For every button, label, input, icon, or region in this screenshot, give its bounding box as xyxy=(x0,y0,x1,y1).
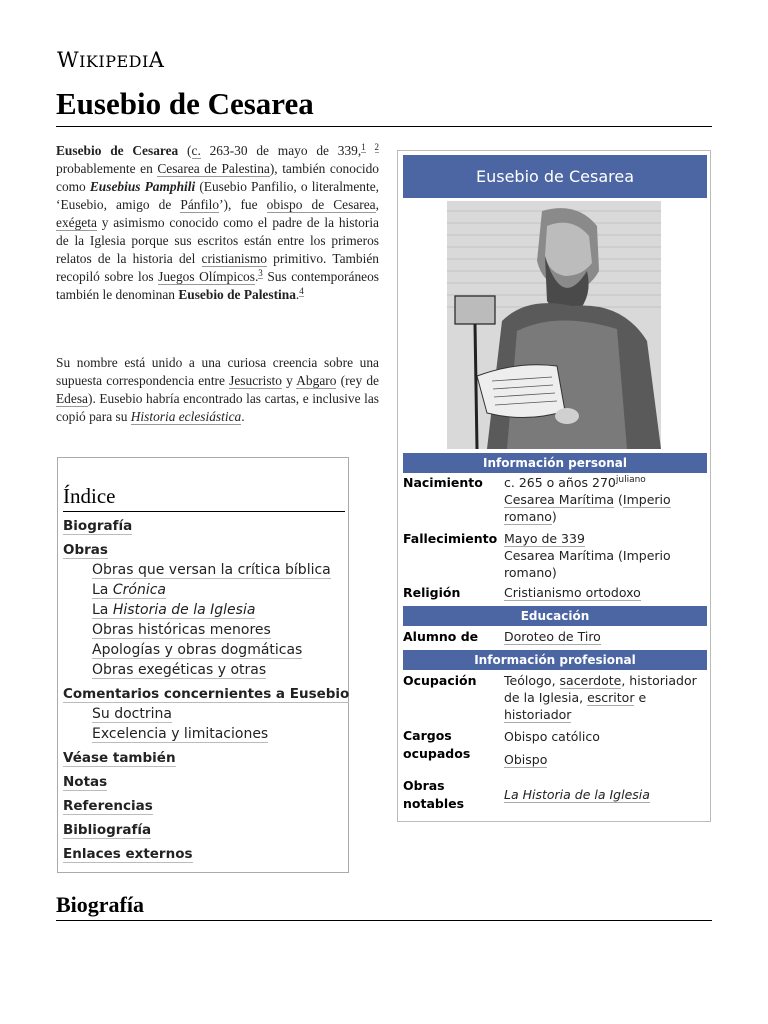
inline-link[interactable]: Juegos Olímpicos xyxy=(158,269,255,284)
text-run: 263-30 de mayo de 339, xyxy=(200,143,362,158)
toc-item[interactable] xyxy=(92,602,255,618)
toc-item[interactable] xyxy=(63,774,107,790)
obras-notables-link[interactable]: La Historia de la Iglesia xyxy=(504,787,650,802)
value-cargos-2 xyxy=(504,751,708,768)
bold-term: Eusebio de Palestina xyxy=(178,287,296,302)
section-educacion: Educación xyxy=(403,606,707,626)
toc-item[interactable] xyxy=(92,662,266,678)
label-ocupacion: Ocupación xyxy=(403,673,477,688)
text-run: y asimismo conocido como el padre de la historia de la Iglesia porque sus escritos están entre los primeros relatos de la historia del xyxy=(56,215,379,266)
text-run: . xyxy=(254,269,259,284)
toc-item[interactable] xyxy=(92,582,166,598)
portrait-image[interactable] xyxy=(447,201,661,449)
death-place: Cesarea Marítima (Imperio romano) xyxy=(504,548,671,580)
toc-item[interactable] xyxy=(63,518,132,534)
toc-item-label: Enlaces externos xyxy=(63,846,193,862)
toc-divider xyxy=(63,511,345,512)
inline-link[interactable]: cristianismo xyxy=(201,251,267,266)
toc-item[interactable] xyxy=(63,822,151,838)
text-run: ’), fue xyxy=(219,197,267,212)
label-cargos-ocupados: Cargos ocupados xyxy=(403,728,471,761)
bold-term: Eusebio de Cesarea xyxy=(56,143,179,158)
text-run: Su nombre está unido a una curiosa creencia sobre una supuesta correspondencia entre xyxy=(56,355,379,388)
toc-item[interactable] xyxy=(63,798,153,814)
inline-link[interactable]: c. xyxy=(191,143,201,158)
text-run: Sus contemporáneos también le denominan xyxy=(56,269,379,302)
value-religion xyxy=(504,584,708,601)
toc-item[interactable] xyxy=(63,686,349,702)
occupation-sacerdote-link[interactable]: sacerdote xyxy=(559,673,622,688)
occupation-historiador-link[interactable]: historiador xyxy=(504,707,572,722)
label-obras-notables: Obras notables xyxy=(403,778,465,811)
label-nacimiento: Nacimiento xyxy=(403,475,483,490)
toc-heading: Índice xyxy=(63,484,116,508)
toc-item-label: Véase también xyxy=(63,750,176,766)
text-run: ( xyxy=(178,143,192,158)
toc-item-label: Excelencia y limitaciones xyxy=(92,726,269,742)
text-run: , xyxy=(375,197,379,212)
text-run xyxy=(366,143,375,158)
value-nacimiento: c. 265 o años $270^{juliano}$ Cesarea Marítima (Imperio romano) xyxy=(504,474,671,524)
text-run: . xyxy=(241,409,245,424)
birth-date: c. 265 o años 270 xyxy=(504,475,616,490)
text-run: . xyxy=(295,287,300,302)
toc-item-label: Comentarios concernientes a Eusebio xyxy=(63,686,350,702)
section-heading-biografia: Biografía xyxy=(56,892,144,917)
value-alumno-de xyxy=(504,628,708,645)
death-date-link[interactable]: Mayo de 339 xyxy=(504,531,585,546)
inline-link[interactable]: Abgaro xyxy=(296,373,337,388)
label-fallecimiento: Fallecimiento xyxy=(403,531,498,546)
toc-item-label: Notas xyxy=(63,774,108,790)
label-religion: Religión xyxy=(403,585,461,600)
reference-link[interactable]: 4 xyxy=(299,285,304,296)
inline-link[interactable]: Edesa xyxy=(56,391,88,406)
toc-item-label: Obras xyxy=(63,542,108,558)
toc-item-label: La Crónica xyxy=(92,582,166,598)
text-run: (rey de xyxy=(336,373,379,388)
teacher-link[interactable]: Doroteo de Tiro xyxy=(504,629,601,644)
value-obras-notables xyxy=(504,786,708,803)
toc-item[interactable] xyxy=(92,706,172,722)
text-run: y xyxy=(281,373,297,388)
religion-link[interactable]: Cristianismo ortodoxo xyxy=(504,585,641,600)
toc-item-label: Apologías y obras dogmáticas xyxy=(92,642,303,658)
bold-term: Eusebius Pamphili xyxy=(89,179,196,194)
toc-item[interactable] xyxy=(63,750,176,766)
toc-item-label: Referencias xyxy=(63,798,153,814)
toc-item-label: Su doctrina xyxy=(92,706,172,722)
text-run: primitivo. También recopiló sobre los xyxy=(56,251,379,284)
reference-link[interactable]: 3 xyxy=(258,267,263,278)
lead-paragraph-2 xyxy=(56,354,379,426)
lead-paragraph-1 xyxy=(56,142,379,304)
text-run: ). Eusebio habría encontrado las cartas, e inclusive las copió para su xyxy=(56,391,379,424)
inline-link[interactable]: Cesarea de Palestina xyxy=(157,161,270,176)
inline-link[interactable]: exégeta xyxy=(56,215,97,230)
birth-place-link[interactable]: Cesarea Marítima xyxy=(504,492,615,507)
table-of-contents xyxy=(57,457,349,873)
toc-item-label: Obras exegéticas y otras xyxy=(92,662,267,678)
inline-link[interactable]: Pánfilo xyxy=(180,197,220,212)
toc-item-label: La Historia de la Iglesia xyxy=(92,602,256,618)
toc-item[interactable] xyxy=(63,542,108,558)
toc-item[interactable] xyxy=(92,642,302,658)
title-underline xyxy=(56,126,712,127)
section-informacion-personal: Información personal xyxy=(403,453,707,473)
inline-link[interactable]: obispo de Cesarea xyxy=(266,197,376,212)
page-title: Eusebio de Cesarea xyxy=(56,86,314,121)
text-run: ), también conocido como xyxy=(56,161,379,194)
toc-item[interactable] xyxy=(63,846,193,862)
reference-link[interactable]: 2 xyxy=(374,141,380,152)
wikipedia-wordmark[interactable]: WIKIPEDIA xyxy=(57,48,165,72)
toc-item[interactable] xyxy=(92,562,331,578)
birth-date-calendar-note: juliano xyxy=(615,474,646,485)
text-run: probablemente en xyxy=(56,161,158,176)
birth-region-link[interactable]: Imperio romano xyxy=(504,492,671,524)
toc-item-label: Bibliografía xyxy=(63,822,152,838)
occupation-escritor-link[interactable]: escritor xyxy=(587,690,635,705)
toc-item-label: Obras históricas menores xyxy=(92,622,271,638)
value-cargos-1: Obispo católico xyxy=(504,729,600,744)
label-alumno-de: Alumno de xyxy=(403,629,479,644)
toc-item-label: Biografía xyxy=(63,518,133,534)
toc-item[interactable] xyxy=(92,622,271,638)
value-ocupacion: Teólogo, sacerdote, historiador de la Iglesia, escritor e historiador xyxy=(504,673,697,722)
infobox-title: Eusebio de Cesarea xyxy=(403,155,707,198)
section-underline xyxy=(56,920,712,921)
obispo-link[interactable]: Obispo xyxy=(504,752,548,767)
inline-link[interactable]: Jesucristo xyxy=(229,373,282,388)
text-run: (Eusebio Panfilio, o literalmente, ‘Eusebio, amigo de xyxy=(56,179,379,212)
value-fallecimiento xyxy=(504,530,708,581)
toc-item[interactable] xyxy=(92,726,268,742)
toc-item-label: Obras que versan la crítica bíblica xyxy=(92,562,331,578)
reference-link[interactable]: 1 xyxy=(361,141,366,152)
section-informacion-profesional: Información profesional xyxy=(403,650,707,670)
infobox xyxy=(397,150,711,822)
inline-link[interactable]: Historia eclesiástica xyxy=(130,409,242,424)
